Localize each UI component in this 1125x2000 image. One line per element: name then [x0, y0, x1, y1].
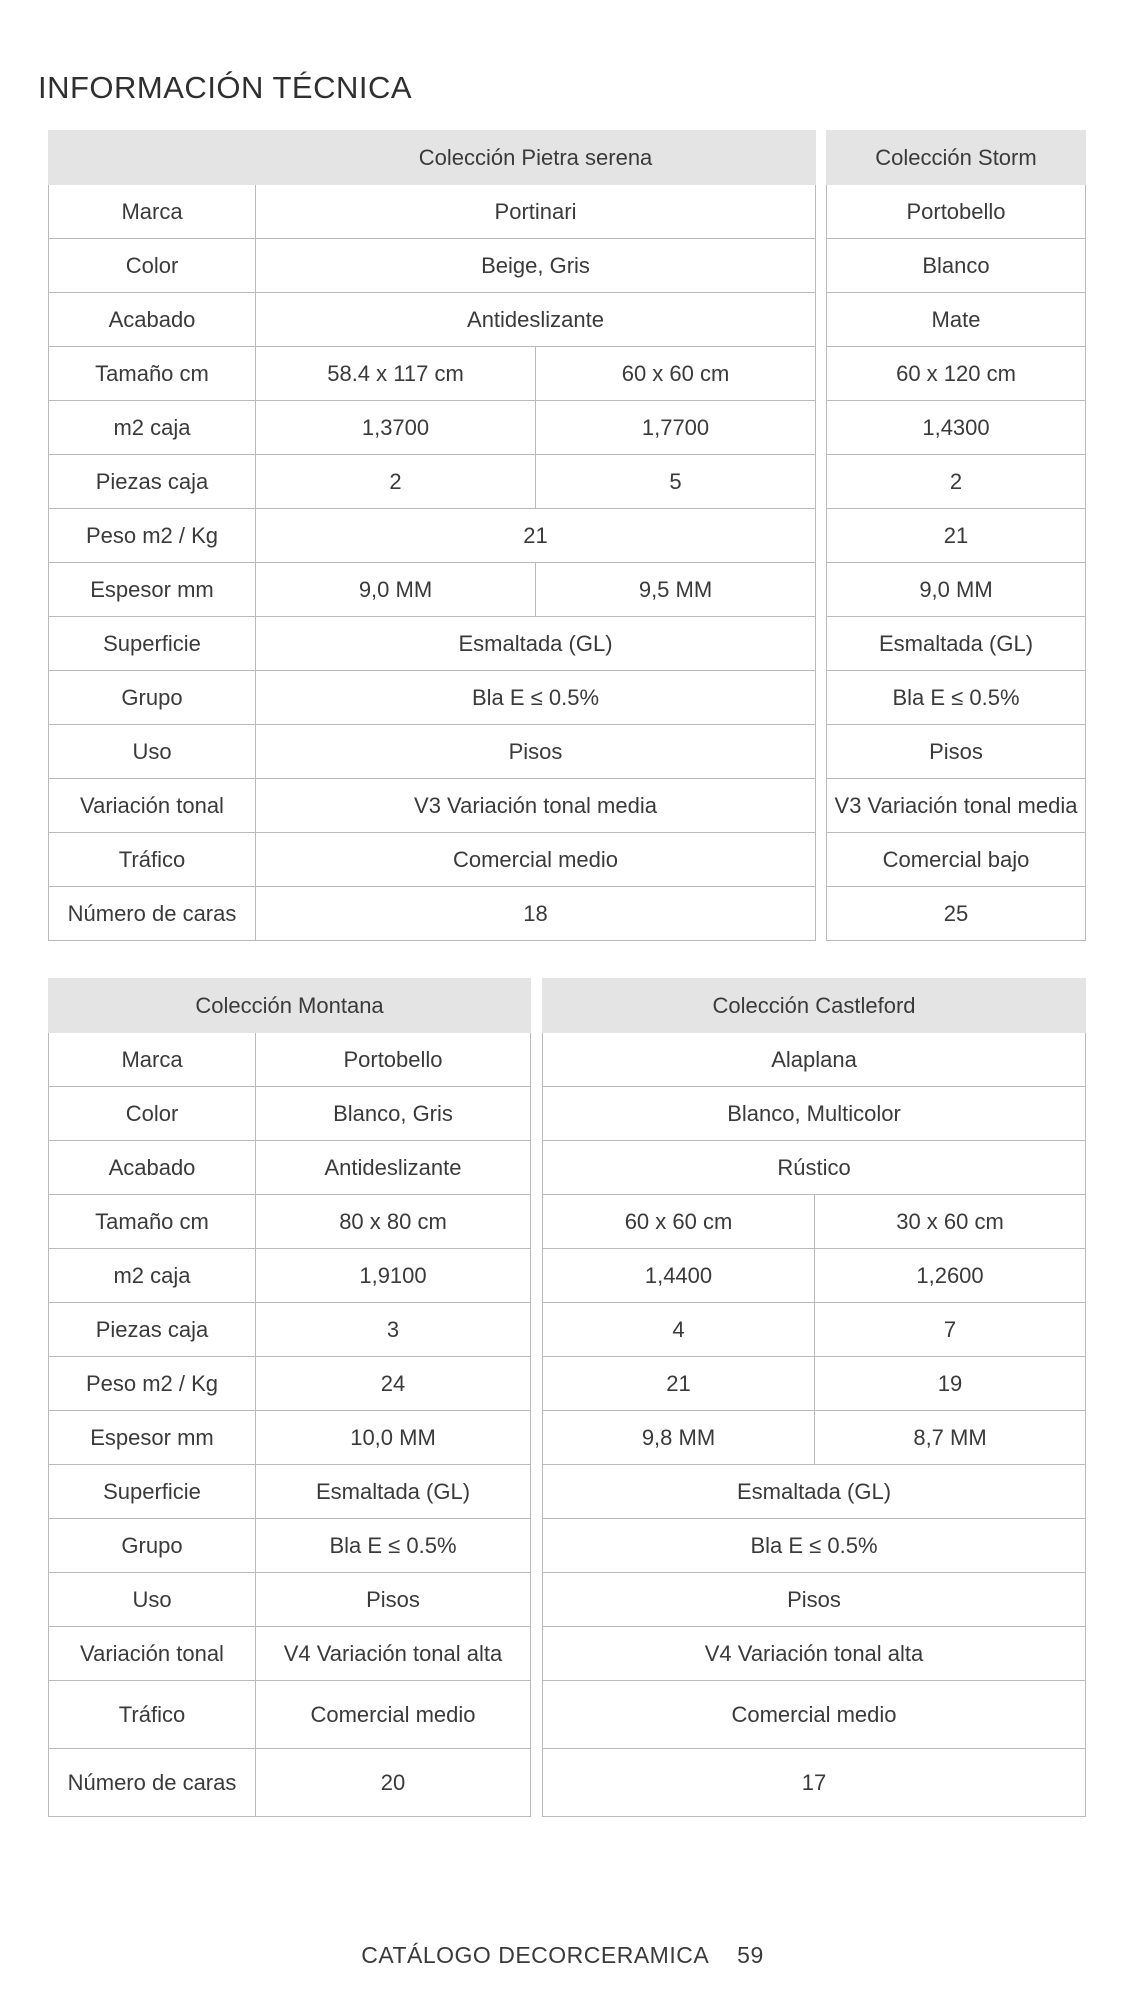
row-label: Grupo [49, 671, 256, 725]
cell-value: 9,0 MM [827, 563, 1086, 617]
collection-header: Colección Castleford [543, 979, 1086, 1033]
cell-value: Pisos [256, 725, 816, 779]
row-marca [543, 1033, 1086, 1087]
cell-value: 1,4300 [827, 401, 1086, 455]
cell-value: 25 [827, 887, 1086, 941]
cell-value: Portinari [256, 185, 816, 239]
cell-value: 1,4400 [543, 1249, 815, 1303]
cell-value: 24 [256, 1357, 531, 1411]
row-caras [827, 887, 1086, 941]
row-grupo [827, 671, 1086, 725]
cell-value: 58.4 x 117 cm [256, 347, 536, 401]
cell-value: Bla E ≤ 0.5% [827, 671, 1086, 725]
row-label: Tráfico [49, 1681, 256, 1749]
page-footer [0, 1942, 1125, 1969]
row-trafico [49, 1681, 531, 1749]
cell-value: Bla E ≤ 0.5% [256, 671, 816, 725]
cell-value: 1,3700 [256, 401, 536, 455]
row-variacion [543, 1627, 1086, 1681]
row-acabado [543, 1141, 1086, 1195]
cell-value: 9,0 MM [256, 563, 536, 617]
row-superficie [49, 617, 816, 671]
row-label: Tráfico [49, 833, 256, 887]
table-castleford [542, 978, 1086, 1817]
cell-value: 60 x 60 cm [536, 347, 816, 401]
row-color [49, 1087, 531, 1141]
row-peso [49, 1357, 531, 1411]
row-trafico [49, 833, 816, 887]
row-grupo [49, 671, 816, 725]
cell-value: 9,8 MM [543, 1411, 815, 1465]
row-espesor [49, 563, 816, 617]
cell-value: Blanco, Multicolor [543, 1087, 1086, 1141]
collection-header: Colección Pietra serena [256, 131, 816, 185]
row-label: Acabado [49, 293, 256, 347]
cell-value: Portobello [827, 185, 1086, 239]
cell-value: V3 Variación tonal media [827, 779, 1086, 833]
row-acabado [49, 293, 816, 347]
row-m2-caja [827, 401, 1086, 455]
cell-value: V3 Variación tonal media [256, 779, 816, 833]
table-header-row [49, 979, 531, 1033]
cell-value: Pisos [827, 725, 1086, 779]
row-label: Variación tonal [49, 779, 256, 833]
cell-value: Beige, Gris [256, 239, 816, 293]
collection-header: Colección Montana [49, 979, 531, 1033]
row-tamano [49, 1195, 531, 1249]
row-grupo [49, 1519, 531, 1573]
row-piezas-caja [827, 455, 1086, 509]
row-uso [49, 725, 816, 779]
corner-cell [49, 131, 256, 185]
row-uso [827, 725, 1086, 779]
row-color [543, 1087, 1086, 1141]
row-peso [49, 509, 816, 563]
table-header-row [49, 131, 816, 185]
row-grupo [543, 1519, 1086, 1573]
cell-value: 21 [256, 509, 816, 563]
cell-value: Esmaltada (GL) [543, 1465, 1086, 1519]
row-piezas-caja [49, 455, 816, 509]
row-trafico [827, 833, 1086, 887]
cell-value: 80 x 80 cm [256, 1195, 531, 1249]
row-uso [543, 1573, 1086, 1627]
table-pietra-serena [48, 130, 816, 941]
row-espesor [49, 1411, 531, 1465]
cell-value: 10,0 MM [256, 1411, 531, 1465]
row-tamano [49, 347, 816, 401]
row-espesor [827, 563, 1086, 617]
row-label: Piezas caja [49, 1303, 256, 1357]
row-label: Uso [49, 1573, 256, 1627]
cell-value: Blanco [827, 239, 1086, 293]
row-label: Superficie [49, 1465, 256, 1519]
table-montana [48, 978, 531, 1817]
cell-value: Bla E ≤ 0.5% [543, 1519, 1086, 1573]
cell-value: 4 [543, 1303, 815, 1357]
row-tamano [543, 1195, 1086, 1249]
row-tamano [827, 347, 1086, 401]
cell-value: 8,7 MM [815, 1411, 1086, 1465]
row-label: Uso [49, 725, 256, 779]
cell-value: Pisos [256, 1573, 531, 1627]
cell-value: 1,7700 [536, 401, 816, 455]
row-superficie [827, 617, 1086, 671]
cell-value: Mate [827, 293, 1086, 347]
row-label: Espesor mm [49, 563, 256, 617]
cell-value: Antideslizante [256, 293, 816, 347]
row-uso [49, 1573, 531, 1627]
row-label: Tamaño cm [49, 1195, 256, 1249]
catalog-name: CATÁLOGO DECORCERAMICA [361, 1942, 710, 1968]
row-peso [543, 1357, 1086, 1411]
row-m2-caja [543, 1249, 1086, 1303]
row-label: Espesor mm [49, 1411, 256, 1465]
row-label: Grupo [49, 1519, 256, 1573]
cell-value: 3 [256, 1303, 531, 1357]
row-marca [827, 185, 1086, 239]
cell-value: 9,5 MM [536, 563, 816, 617]
row-acabado [49, 1141, 531, 1195]
row-caras [49, 1749, 531, 1817]
cell-value: Comercial medio [256, 1681, 531, 1749]
collection-header: Colección Storm [827, 131, 1086, 185]
cell-value: 7 [815, 1303, 1086, 1357]
cell-value: Esmaltada (GL) [256, 617, 816, 671]
row-caras [543, 1749, 1086, 1817]
table-header-row [543, 979, 1086, 1033]
row-label: Marca [49, 1033, 256, 1087]
row-caras [49, 887, 816, 941]
row-variacion [49, 779, 816, 833]
cell-value: 19 [815, 1357, 1086, 1411]
cell-value: Alaplana [543, 1033, 1086, 1087]
cell-value: 2 [256, 455, 536, 509]
cell-value: 17 [543, 1749, 1086, 1817]
row-label: Color [49, 1087, 256, 1141]
row-color [827, 239, 1086, 293]
row-label: Número de caras [49, 887, 256, 941]
cell-value: Pisos [543, 1573, 1086, 1627]
row-label: Superficie [49, 617, 256, 671]
row-label: Tamaño cm [49, 347, 256, 401]
cell-value: Esmaltada (GL) [827, 617, 1086, 671]
row-piezas-caja [543, 1303, 1086, 1357]
cell-value: Bla E ≤ 0.5% [256, 1519, 531, 1573]
table-storm [826, 130, 1086, 941]
row-label: m2 caja [49, 401, 256, 455]
row-label: Peso m2 / Kg [49, 509, 256, 563]
row-piezas-caja [49, 1303, 531, 1357]
cell-value: Blanco, Gris [256, 1087, 531, 1141]
cell-value: 1,2600 [815, 1249, 1086, 1303]
row-espesor [543, 1411, 1086, 1465]
cell-value: V4 Variación tonal alta [543, 1627, 1086, 1681]
cell-value: 5 [536, 455, 816, 509]
cell-value: 60 x 120 cm [827, 347, 1086, 401]
row-label: Piezas caja [49, 455, 256, 509]
row-label: Color [49, 239, 256, 293]
row-label: m2 caja [49, 1249, 256, 1303]
cell-value: 21 [827, 509, 1086, 563]
page-number: 59 [737, 1942, 764, 1968]
cell-value: Comercial medio [256, 833, 816, 887]
row-variacion [827, 779, 1086, 833]
cell-value: Comercial bajo [827, 833, 1086, 887]
row-m2-caja [49, 401, 816, 455]
row-superficie [49, 1465, 531, 1519]
cell-value: Rústico [543, 1141, 1086, 1195]
row-label: Número de caras [49, 1749, 256, 1817]
cell-value: 21 [543, 1357, 815, 1411]
cell-value: 2 [827, 455, 1086, 509]
row-trafico [543, 1681, 1086, 1749]
row-label: Acabado [49, 1141, 256, 1195]
cell-value: Comercial medio [543, 1681, 1086, 1749]
cell-value: 20 [256, 1749, 531, 1817]
cell-value: 1,9100 [256, 1249, 531, 1303]
cell-value: Esmaltada (GL) [256, 1465, 531, 1519]
row-peso [827, 509, 1086, 563]
cell-value: 60 x 60 cm [543, 1195, 815, 1249]
row-label: Peso m2 / Kg [49, 1357, 256, 1411]
row-label: Variación tonal [49, 1627, 256, 1681]
cell-value: 30 x 60 cm [815, 1195, 1086, 1249]
row-acabado [827, 293, 1086, 347]
cell-value: Antideslizante [256, 1141, 531, 1195]
table-header-row [827, 131, 1086, 185]
row-marca [49, 1033, 531, 1087]
row-label: Marca [49, 185, 256, 239]
row-color [49, 239, 816, 293]
cell-value: 18 [256, 887, 816, 941]
row-superficie [543, 1465, 1086, 1519]
cell-value: Portobello [256, 1033, 531, 1087]
row-m2-caja [49, 1249, 531, 1303]
cell-value: V4 Variación tonal alta [256, 1627, 531, 1681]
page-title: INFORMACIÓN TÉCNICA [38, 70, 413, 105]
row-marca [49, 185, 816, 239]
row-variacion [49, 1627, 531, 1681]
